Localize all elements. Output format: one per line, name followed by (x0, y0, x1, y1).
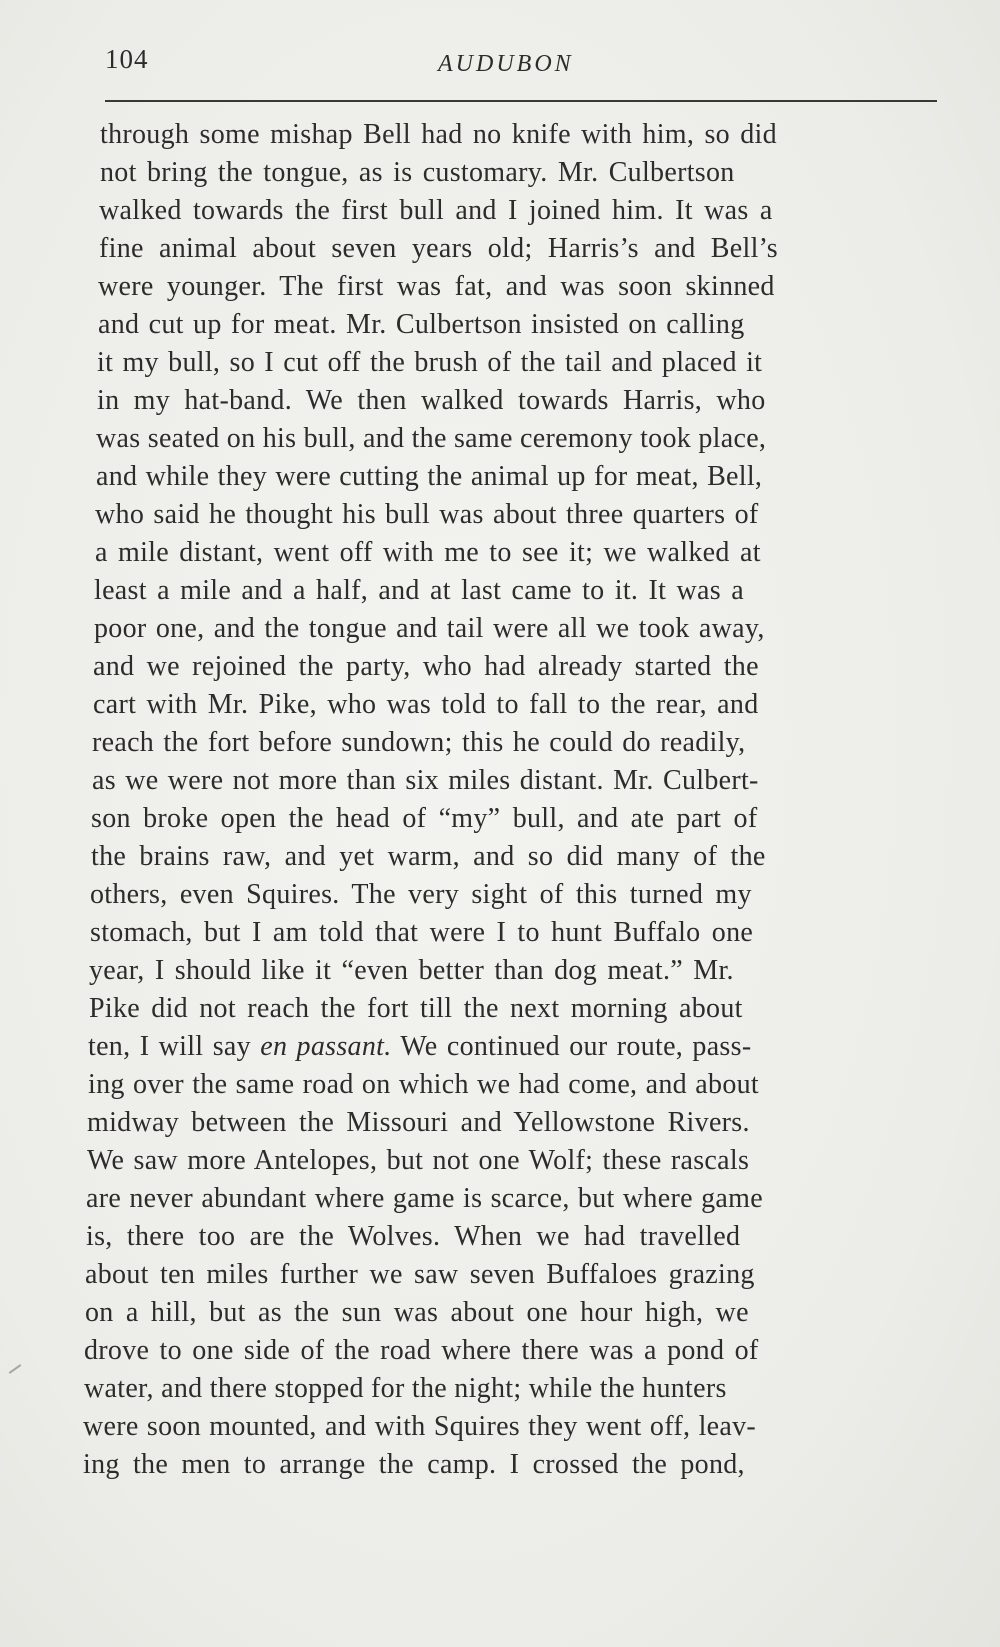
text-line: are never abundant where game is scarce, but where game (86, 1183, 763, 1214)
text-line: the brains raw, and yet warm, and so did many of the (91, 841, 766, 872)
text-line: We saw more Antelopes, but not one Wolf; these rascals (87, 1145, 750, 1176)
text-line: through some mishap Bell had no knife with him, so did (100, 119, 777, 150)
page-number: 104 (105, 44, 149, 74)
text-line: were soon mounted, and with Squires they went off, leav- (83, 1411, 757, 1442)
text-line: water, and there stopped for the night; while the hunters (84, 1373, 727, 1404)
text-line: least a mile and a half, and at last came to it. It was a (94, 575, 744, 606)
text-line: midway between the Missouri and Yellowstone Rivers. (87, 1107, 750, 1138)
text-line: is, there too are the Wolves. When we had travelled (86, 1221, 741, 1252)
text-line: was seated on his bull, and the same ceremony took place, (96, 423, 767, 454)
italic-phrase: en passant. (260, 1031, 392, 1062)
text-line-end: We continued our route, pass- (391, 1031, 752, 1062)
text-line-start: ten, I will say (88, 1031, 261, 1062)
text-line: it my bull, so I cut off the brush of the tail and placed it (97, 347, 763, 378)
text-line: and we rejoined the party, who had already started the (93, 651, 759, 682)
margin-mark (9, 1364, 22, 1374)
page-header (105, 44, 937, 84)
text-line: ing over the same road on which we had come, and about (88, 1069, 759, 1100)
text-line: fine animal about seven years old; Harris’s and Bell’s (99, 233, 778, 264)
text-line: as we were not more than six miles distant. Mr. Culbert- (92, 765, 759, 796)
text-line: a mile distant, went off with me to see it; we walked at (95, 537, 761, 568)
text-line: walked towards the first bull and I joined him. It was a (99, 195, 773, 226)
header-rule (105, 100, 937, 102)
text-line: others, even Squires. The very sight of this turned my (90, 879, 752, 910)
text-line (88, 1030, 751, 1064)
text-line: year, I should like it “even better than dog meat.” Mr. (89, 955, 734, 986)
text-line: were younger. The first was fat, and was soon skinned (98, 271, 775, 302)
text-line: in my hat-band. We then walked towards Harris, who (97, 385, 766, 416)
text-line: on a hill, but as the sun was about one hour high, we (85, 1297, 749, 1328)
text-line: ing the men to arrange the camp. I crossed the pond, (83, 1449, 745, 1480)
text-line: who said he thought his bull was about three quarters of (95, 499, 759, 530)
text-line: son broke open the head of “my” bull, and ate part of (91, 803, 758, 834)
text-line: stomach, but I am told that were I to hunt Buffalo one (90, 917, 754, 948)
text-line: poor one, and the tongue and tail were all we took away, (94, 613, 765, 644)
text-line: and cut up for meat. Mr. Culbertson insisted on calling (98, 309, 745, 340)
text-line: drove to one side of the road where there was a pond of (84, 1335, 759, 1366)
text-line: cart with Mr. Pike, who was told to fall to the rear, and (93, 689, 759, 720)
text-line: reach the fort before sundown; this he could do readily, (92, 727, 746, 758)
text-line: and while they were cutting the animal up for meat, Bell, (96, 461, 763, 492)
text-line: not bring the tongue, as is customary. Mr. Culbertson (100, 157, 735, 188)
text-line: about ten miles further we saw seven Buffaloes grazing (85, 1259, 755, 1290)
running-head: AUDUBON (438, 51, 574, 77)
text-line: Pike did not reach the fort till the next morning about (89, 993, 743, 1024)
